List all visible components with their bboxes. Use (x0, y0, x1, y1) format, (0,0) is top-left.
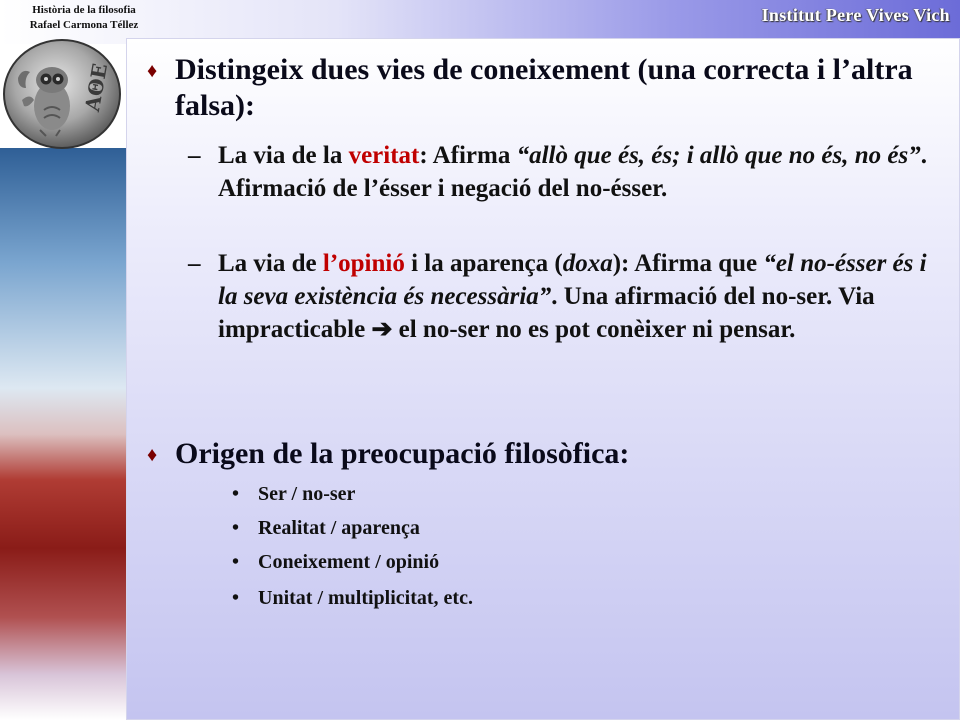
bullet-text: Distingeix dues vies de coneixement (una correcta i l’altra falsa): (175, 53, 913, 122)
course-title: Història de la filosofia (32, 4, 136, 16)
text-segment: La via de la (218, 142, 349, 169)
sub-bullet-truth (188, 139, 938, 205)
highlight-truth: veritat (348, 142, 420, 169)
sub-bullet-opinion (188, 247, 938, 346)
list-item (232, 482, 355, 506)
list-item (232, 550, 439, 574)
author-name: Rafael Carmona Téllez (29, 19, 139, 31)
text-segment: . Afirmació de l’ésser i negació del no-ésser. (218, 142, 927, 202)
list-item-text: Realitat / aparença (258, 517, 420, 539)
text-segment: La via de (218, 250, 323, 277)
text-segment: ): Afirma que (612, 250, 764, 277)
list-item-text: Unitat / multiplicitat, etc. (258, 587, 473, 609)
list-item-text: Ser / no-ser (258, 483, 356, 505)
text-segment: i la aparença ( (404, 250, 563, 277)
quote-truth: “allò que és, és; i allò que no és, no és” (516, 142, 921, 169)
institution-name: Institut Pere Vives Vich (761, 5, 950, 25)
quote-opinion: “el no-ésser és i la seva existència és necessària” (218, 250, 927, 310)
term-doxa: doxa (562, 250, 613, 277)
text-segment: . Una afirmació del no-ser. Via impracticable (218, 283, 875, 343)
sub-bullet-text (188, 139, 938, 205)
dot-bullet: • (232, 517, 240, 539)
dash-bullet: – (188, 142, 201, 169)
dot-bullet: • (232, 483, 240, 505)
bullet-ways-of-knowledge (147, 52, 937, 124)
text-segment: : Afirma (419, 142, 517, 169)
diamond-bullet-icon: ♦ (147, 444, 158, 466)
list-item-text: Coneixement / opinió (258, 551, 440, 573)
coin-inscription: ΑΘΕ (80, 61, 113, 114)
text-segment: el no-ser no es pot conèixer ni pensar. (392, 316, 796, 343)
bullet-text: Origen de la preocupació filosòfica: (175, 437, 630, 470)
bullet-origin (147, 436, 937, 472)
dot-bullet: • (232, 551, 240, 573)
arrow-right-icon: ➔ (371, 316, 393, 343)
dash-bullet: – (188, 250, 201, 277)
diamond-bullet-icon: ♦ (147, 60, 158, 82)
list-item (232, 586, 473, 610)
dot-bullet: • (232, 587, 240, 609)
list-item (232, 516, 420, 540)
highlight-opinion: l’opinió (322, 250, 405, 277)
sub-bullet-text (188, 247, 938, 346)
